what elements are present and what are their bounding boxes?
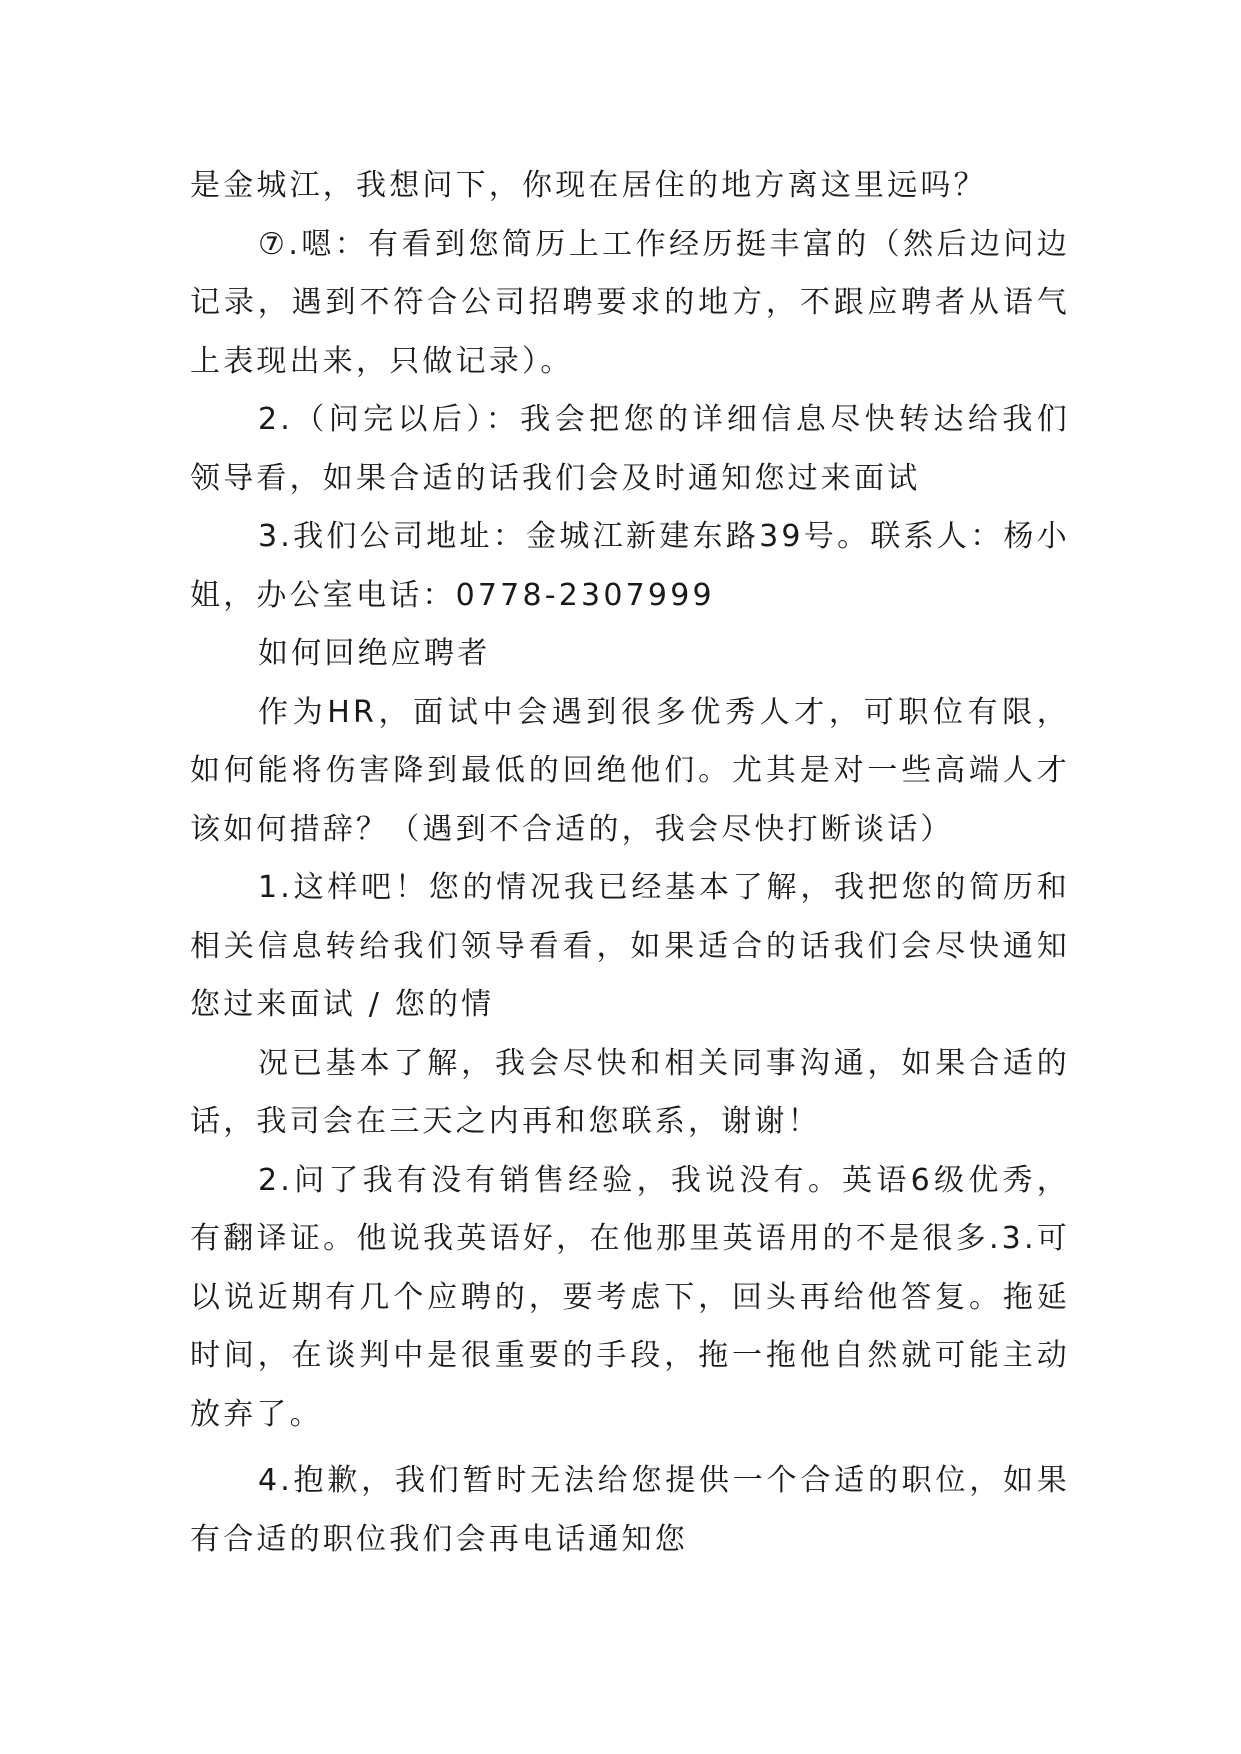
paragraph-resume-question: ⑦.嗯：有看到您简历上工作经历挺丰富的（然后边问边记录，遇到不符合公司招聘要求的地方，不跟应聘者从语气上表现出来，只做记录）。 bbox=[190, 226, 1070, 379]
paragraph-reply-1: 1.这样吧！您的情况我已经基本了解，我把您的简历和相关信息转给我们领导看看，如果适合的话我们会尽快通知您过来面试 / 您的情 bbox=[190, 870, 1070, 1022]
section-heading-reject-applicants: 如何回绝应聘者 bbox=[258, 636, 491, 671]
paragraph-reply-1-continued: 况已基本了解，我会尽快和相关同事沟通，如果合适的话，我司会在三天之内再和您联系，谢谢！ bbox=[190, 1045, 1070, 1139]
paragraph-hr-intro: 作为HR，面试中会遇到很多优秀人才，可职位有限，如何能将伤害降到最低的回绝他们。尤其是对一些高端人才该如何措辞？（遇到不合适的，我会尽快打断谈话） bbox=[190, 694, 1070, 847]
document-body bbox=[190, 157, 1070, 1569]
paragraph-reply-2: 2.问了我有没有销售经验，我说没有。英语6级优秀，有翻译证。他说我英语好，在他那里英语用的不是很多.3.可以说近期有几个应聘的，要考虑下，回头再给他答复。拖延时间，在谈判中是很重要的手段，拖一拖他自然就可能主动放弃了。 bbox=[190, 1162, 1070, 1432]
paragraph-company-address: 3.我们公司地址：金城江新建东路39号。联系人：杨小姐，办公室电话：0778-2307999 bbox=[190, 519, 1070, 613]
paragraph-continuation: 是金城江，我想问下，你现在居住的地方离这里远吗？ bbox=[190, 168, 987, 203]
paragraph-reply-4: 4.抱歉，我们暂时无法给您提供一个合适的职位，如果有合适的职位我们会再电话通知您 bbox=[190, 1463, 1070, 1557]
paragraph-after-questions: 2.（问完以后）：我会把您的详细信息尽快转达给我们领导看，如果合适的话我们会及时通知您过来面试 bbox=[190, 402, 1070, 496]
